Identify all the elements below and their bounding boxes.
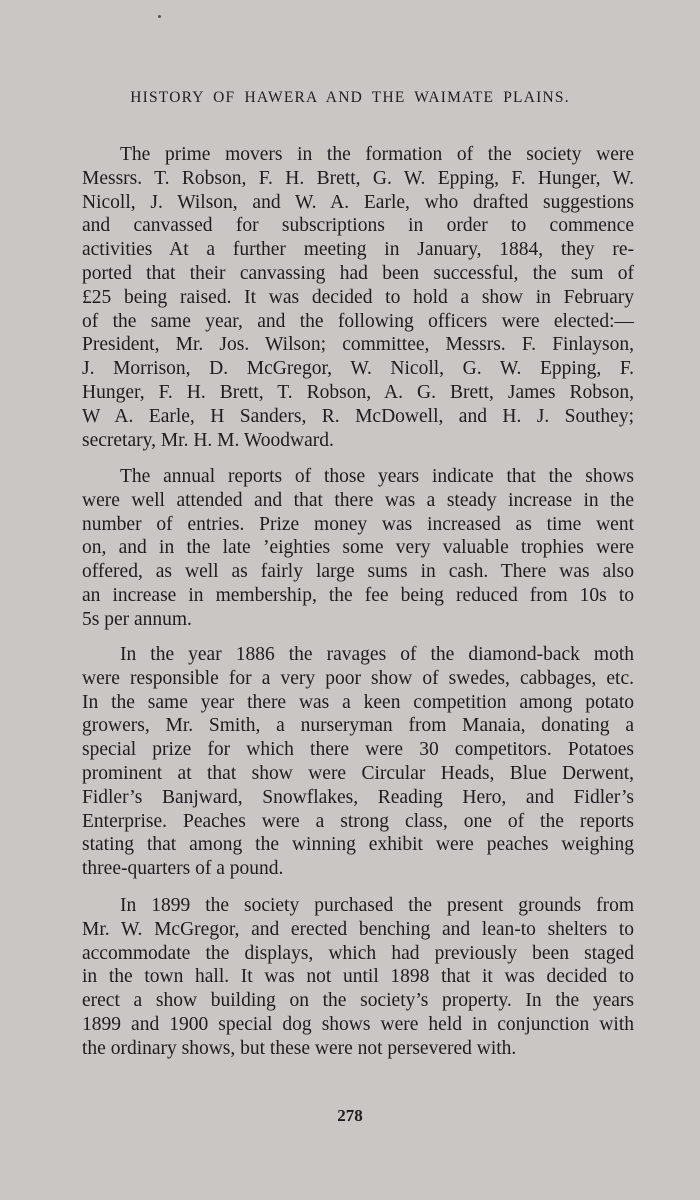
text-line: offered, as well as fairly large sums in cash. There was also bbox=[82, 561, 634, 583]
text-line: Enterprise. Peaches were a strong class, one of the reports bbox=[82, 810, 634, 832]
text-line: activities At a further meeting in January, 1884, they re- bbox=[82, 239, 634, 261]
text-line: Messrs. T. Robson, F. H. Brett, G. W. Epping, F. Hunger, W. bbox=[82, 167, 634, 189]
text-line: and canvassed for subscriptions in order to commence bbox=[82, 215, 634, 237]
text-line: Fidler’s Banjward, Snowflakes, Reading Hero, and Fidler’s bbox=[82, 786, 634, 808]
text-line: were responsible for a very poor show of swedes, cabbages, etc. bbox=[82, 667, 634, 689]
text-line: stating that among the winning exhibit were peaches weighing bbox=[82, 834, 634, 856]
text-line: of the same year, and the following officers were elected:— bbox=[82, 310, 634, 332]
text-line: an increase in membership, the fee being reduced from 10s to bbox=[82, 584, 634, 606]
text-line: erect a show building on the society’s property. In the years bbox=[82, 990, 634, 1012]
page-number: 278 bbox=[337, 1106, 363, 1125]
text-line: special prize for which there were 30 competitors. Potatoes bbox=[82, 739, 634, 761]
text-line: President, Mr. Jos. Wilson; committee, Messrs. F. Finlayson, bbox=[82, 334, 634, 356]
text-line: J. Morrison, D. McGregor, W. Nicoll, G. W. Epping, F. bbox=[82, 358, 634, 380]
text-line: In 1899 the society purchased the present grounds from bbox=[120, 895, 634, 916]
text-line: In the same year there was a keen competition among potato bbox=[82, 691, 634, 713]
text-line: The prime movers in the formation of the society were bbox=[120, 144, 634, 165]
text-line: were well attended and that there was a steady increase in the bbox=[82, 489, 634, 511]
text-line: The annual reports of those years indicate that the shows bbox=[120, 466, 634, 487]
text-line: the ordinary shows, but these were not persevered with. bbox=[82, 1037, 517, 1059]
scan-speck bbox=[158, 15, 161, 18]
text-line: 5s per annum. bbox=[82, 608, 192, 630]
paragraph-4 bbox=[82, 894, 634, 1061]
text-line: £25 being raised. It was decided to hold a show in February bbox=[82, 286, 634, 308]
text-line: in the town hall. It was not until 1898 that it was decided to bbox=[82, 966, 634, 988]
text-line: ported that their canvassing had been successful, the sum of bbox=[82, 262, 634, 284]
paragraph-3 bbox=[82, 643, 634, 881]
text-line: Mr. W. McGregor, and erected benching and lean-to shelters to bbox=[82, 918, 634, 940]
text-line: 1899 and 1900 special dog shows were held in conjunction with bbox=[82, 1013, 634, 1035]
text-line: W A. Earle, H Sanders, R. McDowell, and H. J. Southey; bbox=[82, 405, 634, 427]
text-line: on, and in the late ’eighties some very valuable trophies were bbox=[82, 537, 634, 559]
text-line: Hunger, F. H. Brett, T. Robson, A. G. Brett, James Robson, bbox=[82, 381, 634, 403]
paragraph-1 bbox=[82, 143, 634, 452]
text-line: secretary, Mr. H. M. Woodward. bbox=[82, 429, 334, 451]
text-line: In the year 1886 the ravages of the diamond-back moth bbox=[120, 644, 634, 665]
running-header: HISTORY OF HAWERA AND THE WAIMATE PLAINS. bbox=[130, 89, 570, 106]
paragraph-2 bbox=[82, 465, 634, 632]
text-line: Nicoll, J. Wilson, and W. A. Earle, who drafted suggestions bbox=[82, 191, 634, 213]
text-line: accommodate the displays, which had previously been staged bbox=[82, 942, 634, 964]
text-line: three-quarters of a pound. bbox=[82, 858, 284, 880]
text-line: number of entries. Prize money was increased as time went bbox=[82, 513, 634, 535]
text-line: growers, Mr. Smith, a nurseryman from Manaia, donating a bbox=[82, 715, 634, 737]
text-line: prominent at that show were Circular Heads, Blue Derwent, bbox=[82, 762, 634, 784]
